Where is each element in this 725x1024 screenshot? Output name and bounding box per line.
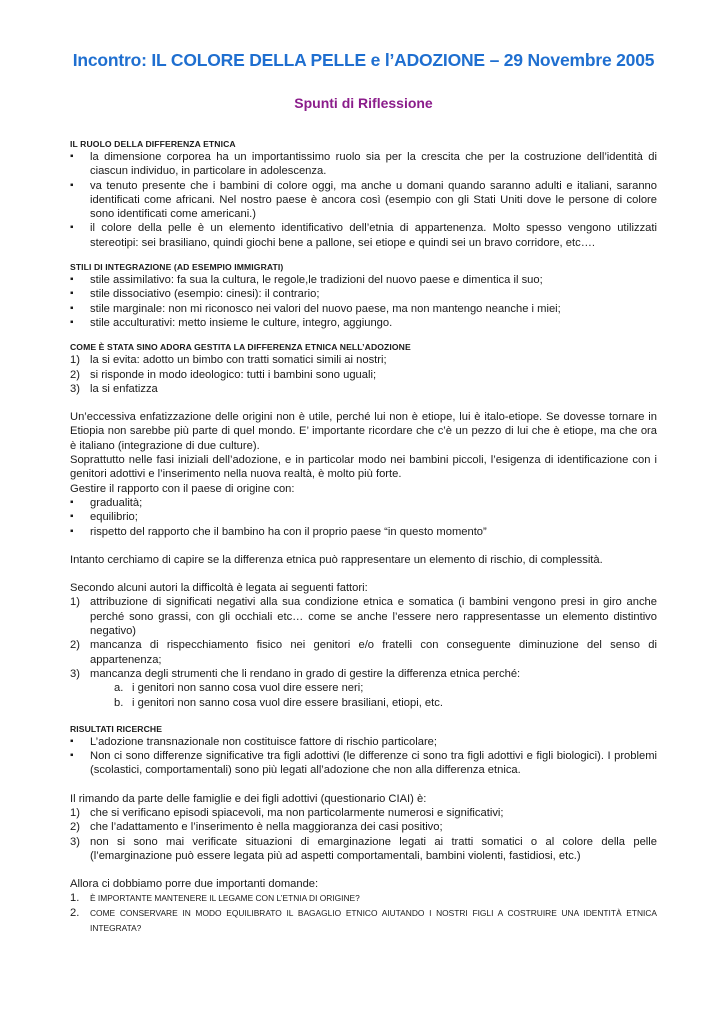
list-text: che si verificano episodi spiacevoli, ma non particolarmente numerosi e significativi; [90,806,504,819]
list-item [70,368,657,382]
bullet-list [70,150,657,250]
list-letter: b. [114,696,124,709]
list-number: 3) [70,835,80,848]
list-text: i genitori non sanno cosa vuol dire essere brasiliani, etiopi, etc. [132,696,443,709]
list-item: ▪ Non ci sono differenze significative tra figli adottivi (le differenze ci sono tra figli adottivi e figli biologici). I problemi (scolastici, comportamentali) sono più legati all’adozione che non alla differenza etnica. [70,749,657,778]
list-text: mancanza degli strumenti che li rendano in grado di gestire la differenza etnica perché: [90,667,521,680]
section-heading: COME È STATA SINO ADORA GESTITA LA DIFFERENZA ETNICA NELL’ADOZIONE [70,342,411,353]
list-item [70,891,657,906]
list-text: si risponde in modo ideologico: tutti i bambini sono uguali; [90,368,377,381]
list-item: ▪ rispetto del rapporto che il bambino ha con il proprio paese “in questo momento” [70,525,657,539]
list-number: 2. [70,907,80,920]
bullet-list [70,735,657,778]
paragraph: Allora ci dobbiamo porre due importanti domande: [70,878,319,891]
list-letter: a. [114,682,124,695]
list-item [70,595,657,638]
numbered-list [70,806,657,863]
list-item [114,681,657,695]
section-heading: RISULTATI RICERCHE [70,723,163,734]
list-text: COME CONSERVARE IN MODO EQUILIBRATO IL BAGAGLIO ETNICO AIUTANDO I NOSTRI FIGLI A COSTRUIRE UNA IDENTITÀ ETNICA INTEGRATA? [90,908,657,934]
bullet-list [70,273,657,330]
numbered-list [70,891,657,936]
list-item [70,906,657,936]
list-item: ▪ stile dissociativo (esempio: cinesi): il contrario; [70,287,657,301]
list-number: 1. [70,892,80,905]
list-item [70,806,657,820]
list-item [114,696,657,710]
list-item: ▪ va tenuto presente che i bambini di colore oggi, ma anche u domani quando saranno adulti e italiani, saranno identificati come africani. Nel nostro paese è ancora così (esempio con gli Stati Uniti dove le persone di colore sono identificati come americani.) [70,179,657,222]
list-item [70,667,657,681]
document-title: Incontro: IL COLORE DELLA PELLE e l’ADOZIONE – 29 Novembre 2005 [72,50,655,70]
paragraph: Il rimando da parte delle famiglie e dei figli adottivi (questionario CIAI) è: [70,792,427,805]
list-item [70,820,657,834]
list-item: ▪ L’adozione transnazionale non costituisce fattore di rischio particolare; [70,735,657,749]
list-number: 2) [70,821,80,834]
list-text: che l’adattamento e l’inserimento è nella maggioranza dei casi positivo; [90,821,443,834]
section-heading: IL RUOLO DELLA DIFFERENZA ETNICA [70,139,236,149]
list-number: 3) [70,667,80,680]
list-text: la si enfatizza [90,382,158,395]
list-item: ▪ la dimensione corporea ha un importantissimo ruolo sia per la crescita che per la costruzione dell’identità di ciascun individuo, in particolare in adolescenza. [70,150,657,179]
list-text: attribuzione di significati negativi alla sua condizione etnica e somatica (i bambini vengono presi in giro anche perché sono grassi, con gli occhiali etc… come se anche l’essere nero rappresentasse un elemento distintivo negativo) [90,596,657,638]
document-subtitle: Spunti di Riflessione [294,95,433,111]
list-text: non si sono mai verificate situazioni di emarginazione legati ai tratti somatici o al colore della pelle (l’emarginazione può essere legata più ad aspetti comportamentali, bambini violenti, fastidiosi, etc.) [90,835,657,862]
list-number: 1) [70,354,80,367]
list-item [70,382,657,396]
list-number: 2) [70,368,80,381]
list-item: ▪ stile acculturativi: metto insieme le culture, integro, aggiungo. [70,316,657,330]
paragraph: Soprattutto nelle fasi iniziali dell’adozione, e in particolar modo nei bambini piccoli, l’esigenza di identificazione con i genitori adottivi e l’inserimento nella nuova realtà, è molto più forte. [70,454,657,481]
list-item [70,638,657,667]
list-item: ▪ stile marginale: non mi riconosco nei valori del nuovo paese, ma non mantengo neanche i miei; [70,302,657,316]
list-text: È IMPORTANTE MANTENERE IL LEGAME CON L’ETNIA DI ORIGINE? [90,893,360,904]
list-item: ▪ equilibrio; [70,510,657,524]
numbered-list [70,595,657,681]
list-text: mancanza di rispecchiamento fisico nei genitori e/o fratelli con conseguente diminuzione del senso di appartenenza; [90,639,657,666]
paragraph: Secondo alcuni autori la difficoltà è legata ai seguenti fattori: [70,582,368,595]
list-number: 3) [70,382,80,395]
list-item: ▪ stile assimilativo: fa sua la cultura, le regole,le tradizioni del nuovo paese e dimentica il suo; [70,273,657,287]
paragraph: Intanto cerchiamo di capire se la differenza etnica può rappresentare un elemento di rischio, di complessità. [70,553,603,566]
numbered-list [70,353,657,396]
list-number: 1) [70,596,80,609]
list-text: la si evita: adotto un bimbo con tratti somatici simili ai nostri; [90,354,387,367]
list-item: ▪ gradualità; [70,496,657,510]
list-number: 1) [70,806,80,819]
list-item [70,353,657,367]
paragraph: Un’eccessiva enfatizzazione delle origini non è utile, perché lui non è etiope, lui è italo-etiope. Se dovesse tornare in Etiopia non sarebbe più parte di quel mondo. E’ importante ricordare che c’è un pezzo di lui che è etiope, ma che ora è italiano (integrazione di due culture). [70,411,657,452]
list-number: 2) [70,639,80,652]
bullet-list [70,496,657,539]
lettered-list [70,681,657,710]
section-heading: STILI DI INTEGRAZIONE (AD ESEMPIO IMMIGRATI) [70,262,284,273]
list-item: ▪ il colore della pelle è un elemento identificativo dell’etnia di appartenenza. Molto spesso vengono utilizzati stereotipi: sei brasiliano, quindi giochi bene a pallone, sei etiope e quindi sei un bravo corridore, etc…. [70,221,657,250]
list-text: i genitori non sanno cosa vuol dire essere neri; [132,682,364,695]
paragraph: Gestire il rapporto con il paese di origine con: [70,482,295,495]
list-item [70,835,657,864]
